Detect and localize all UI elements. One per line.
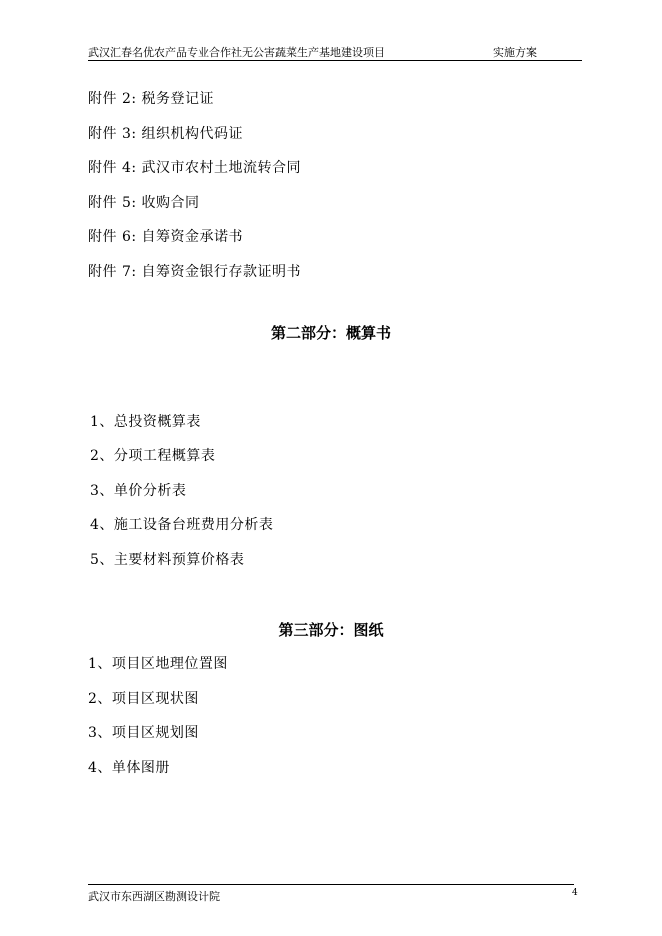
part2-list-item: 5、主要材料预算价格表 (90, 552, 245, 568)
page-number: 4 (572, 888, 578, 898)
part3-list-item: 1、项目区地理位置图 (88, 656, 228, 672)
footer-rule (88, 884, 574, 885)
part2-list-item: 1、总投资概算表 (90, 414, 201, 430)
part3-list-item: 4、单体图册 (88, 760, 170, 776)
attachment-item: 附件 3: 组织机构代码证 (88, 126, 244, 142)
header-section-label: 实施方案 (493, 46, 537, 59)
part2-list-item: 3、单价分析表 (90, 483, 187, 499)
attachment-item: 附件 2: 税务登记证 (88, 91, 215, 107)
header-project-title: 武汉汇春名优农产品专业合作社无公害蔬菜生产基地建设项目 (88, 46, 385, 59)
footer-organization: 武汉市东西湖区勘测设计院 (88, 890, 220, 903)
attachment-item: 附件 5: 收购合同 (88, 195, 200, 211)
attachment-item: 附件 7: 自筹资金银行存款证明书 (88, 264, 302, 280)
part2-list-item: 4、施工设备台班费用分析表 (90, 517, 274, 533)
part2-list-item: 2、分项工程概算表 (90, 448, 216, 464)
attachment-item: 附件 4: 武汉市农村土地流转合同 (88, 160, 302, 176)
part2-heading: 第二部分：概算书 (270, 324, 391, 342)
part3-list-item: 2、项目区现状图 (88, 691, 199, 707)
part3-heading: 第三部分：图纸 (278, 621, 384, 639)
page-header (88, 42, 582, 61)
attachment-item: 附件 6: 自筹资金承诺书 (88, 229, 244, 245)
part3-list-item: 3、项目区规划图 (88, 725, 199, 741)
